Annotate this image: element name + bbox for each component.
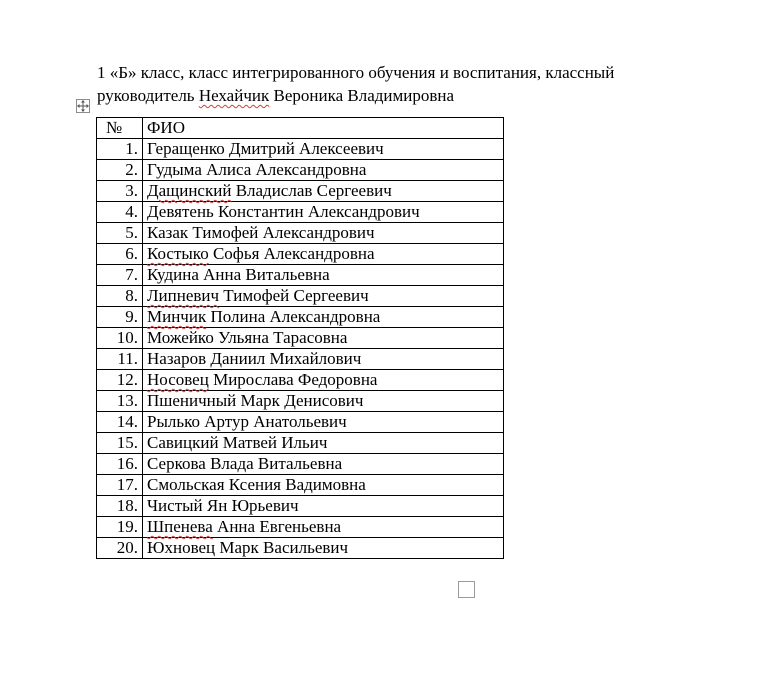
student-name-text: Пшеничный Марк Денисович [147,391,364,410]
table-row [97,370,504,391]
heading-line-1: 1 «Б» класс, класс интегрированного обучения и воспитания, классный [97,63,615,82]
student-name [143,454,504,475]
student-name-text: Назаров Даниил Михайлович [147,349,362,368]
student-surname: Носовец [147,370,209,389]
table-row [97,139,504,160]
row-number: 5. [97,223,143,244]
row-number: 3. [97,181,143,202]
row-number: 7. [97,265,143,286]
table-row [97,202,504,223]
row-number: 9. [97,307,143,328]
table-row [97,307,504,328]
table-row [97,433,504,454]
table-header-row [97,118,504,139]
header-name: ФИО [143,118,504,139]
student-name-text: Кудина Анна Витальевна [147,265,330,284]
student-name [143,517,504,538]
table-row [97,265,504,286]
row-number: 6. [97,244,143,265]
student-name-text: Чистый Ян Юрьевич [147,496,299,515]
student-name [143,328,504,349]
student-name-text: Геращенко Дмитрий Алексеевич [147,139,384,158]
student-surname: Костыко [147,244,209,263]
row-number: 18. [97,496,143,517]
student-name-text: Можейко Ульяна Тарасовна [147,328,348,347]
student-name [143,475,504,496]
table-row [97,517,504,538]
teacher-surname: Нехайчик [198,86,270,105]
student-surname: Шпенева [147,517,213,536]
student-name-text: Юхновец Марк Васильевич [147,538,349,557]
student-name-text: Софья Александровна [208,244,375,263]
student-name [143,139,504,160]
student-name-text: Савицкий Матвей Ильич [147,433,328,452]
row-number: 16. [97,454,143,475]
student-name [143,391,504,412]
table-row [97,244,504,265]
student-table [96,117,504,559]
student-name-text: Мирослава Федоровна [208,370,378,389]
student-surname: Минчик [147,307,207,326]
row-number: 17. [97,475,143,496]
student-name-text: Смольская Ксения Вадимовна [147,475,366,494]
table-row [97,454,504,475]
student-name [143,244,504,265]
table-row [97,223,504,244]
student-name [143,433,504,454]
row-number: 11. [97,349,143,370]
student-name-text: Рылько Артур Анатольевич [147,412,347,431]
row-number: 13. [97,391,143,412]
heading-prefix: руководитель [97,86,199,105]
document-heading [97,61,717,107]
header-num: № [97,118,143,139]
student-surname: Дащинский [147,181,232,200]
table-resize-icon[interactable] [458,581,475,598]
student-name [143,265,504,286]
table-move-icon[interactable] [76,99,90,113]
student-name [143,160,504,181]
table-row [97,328,504,349]
student-name-text: Девятень Константин Александрович [147,202,420,221]
teacher-name: Вероника Владимировна [269,86,455,105]
heading-line-2 [97,84,717,107]
table-row [97,412,504,433]
student-name-text: Казак Тимофей Александрович [147,223,375,242]
row-number: 20. [97,538,143,559]
table-row [97,496,504,517]
student-name-text: Серкова Влада Витальевна [147,454,343,473]
student-name [143,181,504,202]
table-row [97,475,504,496]
student-name [143,307,504,328]
student-name [143,370,504,391]
student-name [143,538,504,559]
table-row [97,391,504,412]
row-number: 4. [97,202,143,223]
row-number: 2. [97,160,143,181]
student-name [143,496,504,517]
row-number: 15. [97,433,143,454]
row-number: 8. [97,286,143,307]
student-surname: Липневич [147,286,220,305]
row-number: 14. [97,412,143,433]
student-name-text: Полина Александровна [206,307,381,326]
student-name [143,286,504,307]
row-number: 10. [97,328,143,349]
student-name [143,202,504,223]
table-row [97,286,504,307]
row-number: 1. [97,139,143,160]
row-number: 19. [97,517,143,538]
student-name-text: Гудыма Алиса Александровна [147,160,367,179]
student-name [143,412,504,433]
student-name-text: Владислав Сергеевич [231,181,392,200]
student-name-text: Анна Евгеньевна [212,517,342,536]
student-name [143,349,504,370]
table-row [97,538,504,559]
table-row [97,349,504,370]
table-row [97,181,504,202]
table-row [97,160,504,181]
row-number: 12. [97,370,143,391]
student-name-text: Тимофей Сергеевич [219,286,369,305]
student-name [143,223,504,244]
